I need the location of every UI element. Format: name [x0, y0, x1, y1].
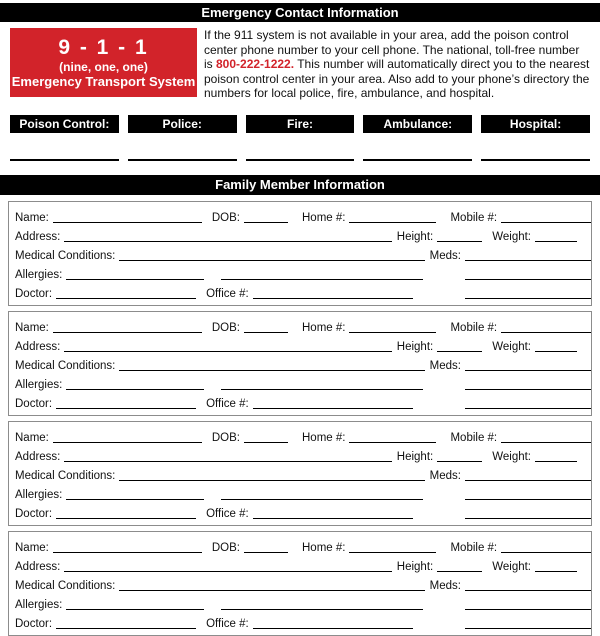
- member-row-identity: [15, 536, 591, 555]
- member-row-allergies: [15, 593, 591, 612]
- allergies-continued-write-in-line: [221, 609, 423, 610]
- height-write-in-line: [437, 571, 482, 572]
- dob-label: DOB:: [211, 211, 240, 224]
- member-row-medical: [15, 464, 591, 483]
- dob-write-in-line: [244, 222, 288, 223]
- member-row-address: [15, 335, 591, 354]
- allergies-continued-write-in-line: [221, 499, 423, 500]
- contact-label-poison-control: Poison Control:: [10, 115, 119, 133]
- height-label: Height:: [396, 560, 434, 573]
- medical-conditions-write-in-line: [119, 480, 424, 481]
- address-write-in-line: [64, 351, 391, 352]
- contact-label-hospital: Hospital:: [481, 115, 590, 133]
- mobile-phone-label: Mobile #:: [450, 431, 498, 444]
- doctor-label: Doctor:: [15, 617, 53, 630]
- meds-continued-write-in-line-2: [465, 518, 591, 519]
- office-phone-label: Office #:: [206, 287, 249, 300]
- allergies-label: Allergies:: [15, 488, 63, 501]
- home-phone-label: Home #:: [302, 431, 346, 444]
- medical-conditions-label: Medical Conditions:: [15, 359, 116, 372]
- contact-write-in-line-poison-control: [10, 159, 119, 161]
- meds-continued-write-in-line: [465, 499, 591, 500]
- height-label: Height:: [396, 450, 434, 463]
- family-section-title: Family Member Information: [0, 175, 600, 195]
- address-label: Address:: [15, 560, 61, 573]
- address-label: Address:: [15, 450, 61, 463]
- meds-continued-write-in-line: [465, 609, 591, 610]
- weight-label: Weight:: [492, 230, 531, 243]
- member-row-address: [15, 555, 591, 574]
- name-write-in-line: [53, 442, 202, 443]
- meds-continued-write-in-line: [465, 279, 591, 280]
- family-member-block: [8, 311, 592, 416]
- mobile-phone-write-in-line: [501, 222, 591, 223]
- mobile-phone-label: Mobile #:: [450, 211, 498, 224]
- dob-write-in-line: [244, 552, 288, 553]
- home-phone-label: Home #:: [302, 321, 346, 334]
- height-write-in-line: [437, 351, 482, 352]
- member-row-identity: [15, 426, 591, 445]
- dob-label: DOB:: [211, 431, 240, 444]
- paragraph-text-before: If the 911 system is not available in your area, add the poison control center phone number to your cell phone. The national, toll-free number is: [204, 28, 580, 72]
- allergies-continued-write-in-line: [221, 279, 423, 280]
- office-phone-write-in-line: [253, 628, 413, 629]
- meds-continued-write-in-line: [465, 389, 591, 390]
- name-label: Name:: [15, 321, 49, 334]
- home-phone-write-in-line: [349, 552, 436, 553]
- poison-control-paragraph: [204, 28, 590, 101]
- meds-label: Meds:: [429, 469, 461, 482]
- family-member-block: [8, 531, 592, 636]
- doctor-write-in-line: [56, 298, 196, 299]
- office-phone-write-in-line: [253, 408, 413, 409]
- dob-write-in-line: [244, 332, 288, 333]
- office-phone-write-in-line: [253, 518, 413, 519]
- member-row-doctor: [15, 612, 591, 631]
- name-label: Name:: [15, 541, 49, 554]
- intro-section: [10, 28, 590, 101]
- dob-write-in-line: [244, 442, 288, 443]
- home-phone-label: Home #:: [302, 211, 346, 224]
- doctor-label: Doctor:: [15, 287, 53, 300]
- name-write-in-line: [53, 332, 202, 333]
- allergies-label: Allergies:: [15, 598, 63, 611]
- office-phone-label: Office #:: [206, 617, 249, 630]
- weight-write-in-line: [535, 351, 577, 352]
- member-row-allergies: [15, 263, 591, 282]
- allergies-write-in-line: [66, 279, 204, 280]
- meds-write-in-line: [465, 480, 591, 481]
- office-phone-write-in-line: [253, 298, 413, 299]
- address-write-in-line: [64, 571, 391, 572]
- address-label: Address:: [15, 230, 61, 243]
- home-phone-write-in-line: [349, 222, 436, 223]
- height-label: Height:: [396, 230, 434, 243]
- address-write-in-line: [64, 461, 391, 462]
- medical-conditions-write-in-line: [119, 590, 424, 591]
- emergency-transport-label: Emergency Transport System: [11, 73, 196, 89]
- doctor-label: Doctor:: [15, 397, 53, 410]
- medical-conditions-label: Medical Conditions:: [15, 579, 116, 592]
- meds-write-in-line: [465, 370, 591, 371]
- address-write-in-line: [64, 241, 391, 242]
- allergies-write-in-line: [66, 499, 204, 500]
- height-write-in-line: [437, 461, 482, 462]
- emergency-number: 9 - 1 - 1: [58, 35, 149, 59]
- dob-label: DOB:: [211, 321, 240, 334]
- contact-write-in-row: [10, 159, 590, 161]
- family-member-block: [8, 201, 592, 306]
- member-row-identity: [15, 316, 591, 335]
- meds-label: Meds:: [429, 249, 461, 262]
- doctor-label: Doctor:: [15, 507, 53, 520]
- meds-continued-write-in-line-2: [465, 408, 591, 409]
- contact-label-fire: Fire:: [246, 115, 355, 133]
- meds-write-in-line: [465, 260, 591, 261]
- member-row-medical: [15, 244, 591, 263]
- member-row-allergies: [15, 373, 591, 392]
- weight-label: Weight:: [492, 340, 531, 353]
- weight-write-in-line: [535, 461, 577, 462]
- contact-write-in-line-fire: [246, 159, 355, 161]
- dob-label: DOB:: [211, 541, 240, 554]
- member-row-medical: [15, 574, 591, 593]
- emergency-number-words: (nine, one, one): [59, 59, 148, 74]
- contact-write-in-line-ambulance: [363, 159, 472, 161]
- weight-label: Weight:: [492, 560, 531, 573]
- mobile-phone-write-in-line: [501, 552, 591, 553]
- address-label: Address:: [15, 340, 61, 353]
- height-write-in-line: [437, 241, 482, 242]
- home-phone-write-in-line: [349, 442, 436, 443]
- family-member-block: [8, 421, 592, 526]
- meds-label: Meds:: [429, 359, 461, 372]
- office-phone-label: Office #:: [206, 507, 249, 520]
- allergies-continued-write-in-line: [221, 389, 423, 390]
- meds-continued-write-in-line-2: [465, 628, 591, 629]
- contact-write-in-line-police: [128, 159, 237, 161]
- weight-write-in-line: [535, 241, 577, 242]
- member-row-doctor: [15, 392, 591, 411]
- weight-write-in-line: [535, 571, 577, 572]
- medical-conditions-write-in-line: [119, 370, 424, 371]
- weight-label: Weight:: [492, 450, 531, 463]
- paragraph-text-after: This number will automatically direct you to the nearest poison control center in your area. Also add to your phone’s directory the numbers for local police, fire, ambulance, and hospital.: [204, 57, 590, 101]
- mobile-phone-label: Mobile #:: [450, 321, 498, 334]
- name-label: Name:: [15, 431, 49, 444]
- member-row-identity: [15, 206, 591, 225]
- name-write-in-line: [53, 552, 202, 553]
- mobile-phone-write-in-line: [501, 332, 591, 333]
- meds-write-in-line: [465, 590, 591, 591]
- meds-continued-write-in-line-2: [465, 298, 591, 299]
- member-row-address: [15, 445, 591, 464]
- member-row-doctor: [15, 282, 591, 301]
- allergies-write-in-line: [66, 389, 204, 390]
- allergies-label: Allergies:: [15, 378, 63, 391]
- mobile-phone-label: Mobile #:: [450, 541, 498, 554]
- medical-conditions-label: Medical Conditions:: [15, 249, 116, 262]
- family-members-list: [0, 201, 600, 636]
- height-label: Height:: [396, 340, 434, 353]
- office-phone-label: Office #:: [206, 397, 249, 410]
- allergies-label: Allergies:: [15, 268, 63, 281]
- member-row-allergies: [15, 483, 591, 502]
- mobile-phone-write-in-line: [501, 442, 591, 443]
- meds-label: Meds:: [429, 579, 461, 592]
- doctor-write-in-line: [56, 408, 196, 409]
- page-title: Emergency Contact Information: [0, 3, 600, 22]
- emergency-911-box: [10, 28, 197, 97]
- name-write-in-line: [53, 222, 202, 223]
- home-phone-label: Home #:: [302, 541, 346, 554]
- contact-labels-row: [10, 115, 590, 133]
- poison-control-phone-number: 800-222-1222.: [216, 57, 295, 72]
- member-row-medical: [15, 354, 591, 373]
- doctor-write-in-line: [56, 628, 196, 629]
- contact-label-police: Police:: [128, 115, 237, 133]
- home-phone-write-in-line: [349, 332, 436, 333]
- member-row-address: [15, 225, 591, 244]
- name-label: Name:: [15, 211, 49, 224]
- member-row-doctor: [15, 502, 591, 521]
- medical-conditions-write-in-line: [119, 260, 424, 261]
- contact-write-in-line-hospital: [481, 159, 590, 161]
- allergies-write-in-line: [66, 609, 204, 610]
- medical-conditions-label: Medical Conditions:: [15, 469, 116, 482]
- doctor-write-in-line: [56, 518, 196, 519]
- contact-label-ambulance: Ambulance:: [363, 115, 472, 133]
